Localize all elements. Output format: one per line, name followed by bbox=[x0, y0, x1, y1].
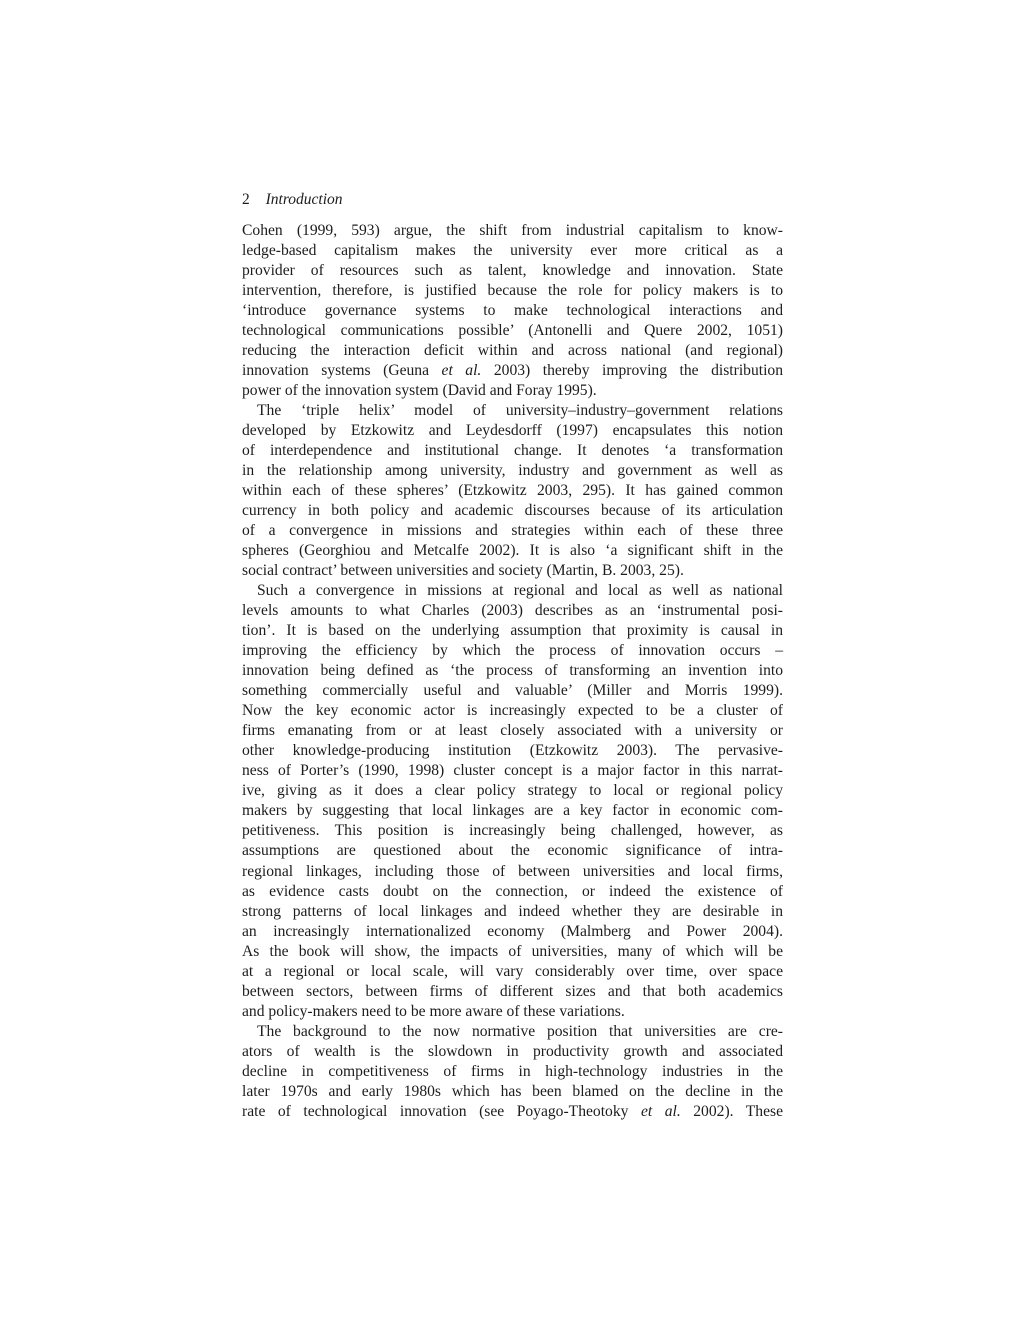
text-line: of a convergence in missions and strategies within each of these three bbox=[242, 522, 783, 540]
text-line: Now the key economic actor is increasingly expected to be a cluster of bbox=[242, 702, 783, 720]
text-line: provider of resources such as talent, knowledge and innovation. State bbox=[242, 262, 783, 280]
text-line: reducing the interaction deficit within and across national (and regional) bbox=[242, 342, 783, 360]
text-line: power of the innovation system (David and Foray 1995). bbox=[242, 382, 597, 400]
text-line: assumptions are questioned about the economic significance of intra- bbox=[242, 842, 783, 860]
text-line: at a regional or local scale, will vary considerably over time, over space bbox=[242, 962, 783, 980]
text-line: ive, giving as it does a clear policy strategy to local or regional policy bbox=[242, 782, 783, 800]
text-line: spheres (Georghiou and Metcalfe 2002). It is also ‘a significant shift in the bbox=[242, 542, 783, 560]
body-text bbox=[242, 221, 783, 1122]
chapter-title: Introduction bbox=[265, 191, 343, 208]
text-line: improving the efficiency by which the process of innovation occurs – bbox=[242, 642, 783, 660]
text-line: ators of wealth is the slowdown in productivity growth and associated bbox=[242, 1042, 783, 1060]
text-line: petitiveness. This position is increasingly being challenged, however, as bbox=[242, 822, 783, 840]
text-line: As the book will show, the impacts of universities, many of which will be bbox=[242, 942, 783, 960]
text-line: technological communications possible’ (Antonelli and Quere 2002, 1051) bbox=[242, 322, 783, 340]
text-line: between sectors, between firms of different sizes and that both academics bbox=[242, 982, 783, 1000]
text-line: other knowledge-producing institution (Etzkowitz 2003). The pervasive- bbox=[242, 742, 783, 760]
text-line: within each of these spheres’ (Etzkowitz 2003, 295). It has gained common bbox=[242, 482, 783, 500]
page-number: 2 bbox=[242, 191, 250, 208]
book-page bbox=[242, 190, 783, 1122]
text-line: an increasingly internationalized economy (Malmberg and Power 2004). bbox=[242, 922, 783, 940]
text-line: levels amounts to what Charles (2003) describes as an ‘instrumental posi- bbox=[242, 602, 783, 620]
text-line: ‘introduce governance systems to make technological interactions and bbox=[242, 302, 783, 320]
text-line: of interdependence and institutional change. It denotes ‘a transformation bbox=[242, 442, 783, 460]
text-line: makers by suggesting that local linkages are a key factor in economic com- bbox=[242, 802, 783, 820]
text-line: as evidence casts doubt on the connection, or indeed the existence of bbox=[242, 882, 783, 900]
text-line: and policy-makers need to be more aware of these variations. bbox=[242, 1002, 625, 1020]
text-line: intervention, therefore, is justified because the role for policy makers is to bbox=[242, 282, 783, 300]
text-line: The ‘triple helix’ model of university–industry–government relations bbox=[257, 402, 783, 420]
text-line: Such a convergence in missions at regional and local as well as national bbox=[257, 582, 783, 600]
italic-phrase: et al. bbox=[441, 362, 482, 380]
text-line: something commercially useful and valuable’ (Miller and Morris 1999). bbox=[242, 682, 783, 700]
italic-phrase: et al. bbox=[640, 1102, 681, 1120]
text-line: tion’. It is based on the underlying assumption that proximity is causal in bbox=[242, 622, 783, 640]
text-line: strong patterns of local linkages and indeed whether they are desirable in bbox=[242, 902, 783, 920]
text-line: firms emanating from or at least closely associated with a university or bbox=[242, 722, 783, 740]
running-head bbox=[242, 190, 783, 210]
text-line: The background to the now normative position that universities are cre- bbox=[257, 1022, 783, 1040]
text-line: social contract’ between universities and society (Martin, B. 2003, 25). bbox=[242, 562, 684, 580]
text-line: decline in competitiveness of firms in high-technology industries in the bbox=[242, 1062, 783, 1080]
text-line: ness of Porter’s (1990, 1998) cluster concept is a major factor in this narrat- bbox=[242, 762, 783, 780]
text-line: regional linkages, including those of between universities and local firms, bbox=[242, 862, 783, 880]
text-line: currency in both policy and academic discourses because of its articulation bbox=[242, 502, 783, 520]
text-line: innovation being defined as ‘the process of transforming an invention into bbox=[242, 662, 783, 680]
text-line: rate of technological innovation (see Poyago-Theotoky et al. 2002). These bbox=[242, 1102, 783, 1120]
text-line: Cohen (1999, 593) argue, the shift from industrial capitalism to know- bbox=[242, 222, 783, 239]
text-line: innovation systems (Geuna et al. 2003) thereby improving the distribution bbox=[242, 362, 784, 380]
text-line: later 1970s and early 1980s which has been blamed on the decline in the bbox=[242, 1082, 783, 1100]
text-line: developed by Etzkowitz and Leydesdorff (1997) encapsulates this notion bbox=[242, 422, 783, 440]
text-line: in the relationship among university, industry and government as well as bbox=[242, 462, 783, 480]
text-line: ledge-based capitalism makes the university ever more critical as a bbox=[242, 242, 783, 260]
